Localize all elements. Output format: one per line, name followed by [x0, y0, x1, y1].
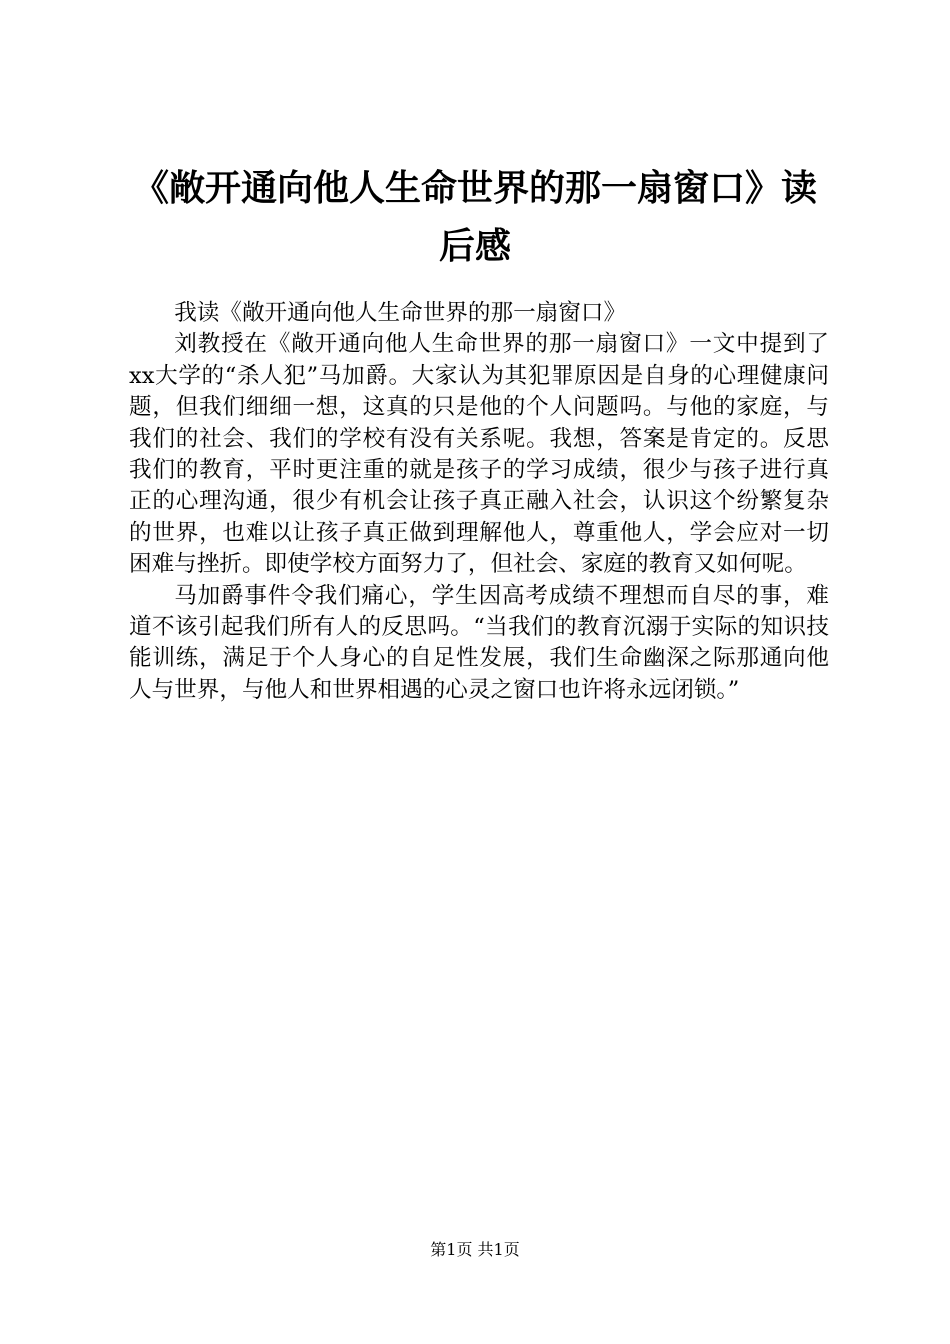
document-body: [129, 298, 829, 706]
page-footer: 第1页 共1页: [430, 1240, 520, 1259]
paragraph-2: 马加爵事件令我们痛心，学生因高考成绩不理想而自尽的事，难道不该引起我们所有人的反思吗。“当我们的教育沉溺于实际的知识技能训练，满足于个人身心的自足性发展，我们生命幽深之际那通向他人与世界，与他人和世界相遇的心灵之窗口也许将永远闭锁。”: [129, 582, 829, 703]
paragraph-1: 刘教授在《敞开通向他人生命世界的那一扇窗口》一文中提到了xx大学的“杀人犯”马加爵。大家认为其犯罪原因是自身的心理健康问题，但我们细细一想，这真的只是他的个人问题吗。与他的家庭，与我们的社会、我们的学校有没有关系呢。我想，答案是肯定的。反思我们的教育，平时更注重的就是孩子的学习成绩，很少与孩子进行真正的心理沟通，很少有机会让孩子真正融入社会，认识这个纷繁复杂的世界，也难以让孩子真正做到理解他人，尊重他人，学会应对一切困难与挫折。即使学校方面努力了，但社会、家庭的教育又如何呢。: [129, 331, 829, 578]
document-title: 《敞开通向他人生命世界的那一扇窗口》读后感: [132, 168, 817, 267]
paragraph-subtitle: 我读《敞开通向他人生命世界的那一扇窗口》: [174, 300, 627, 326]
